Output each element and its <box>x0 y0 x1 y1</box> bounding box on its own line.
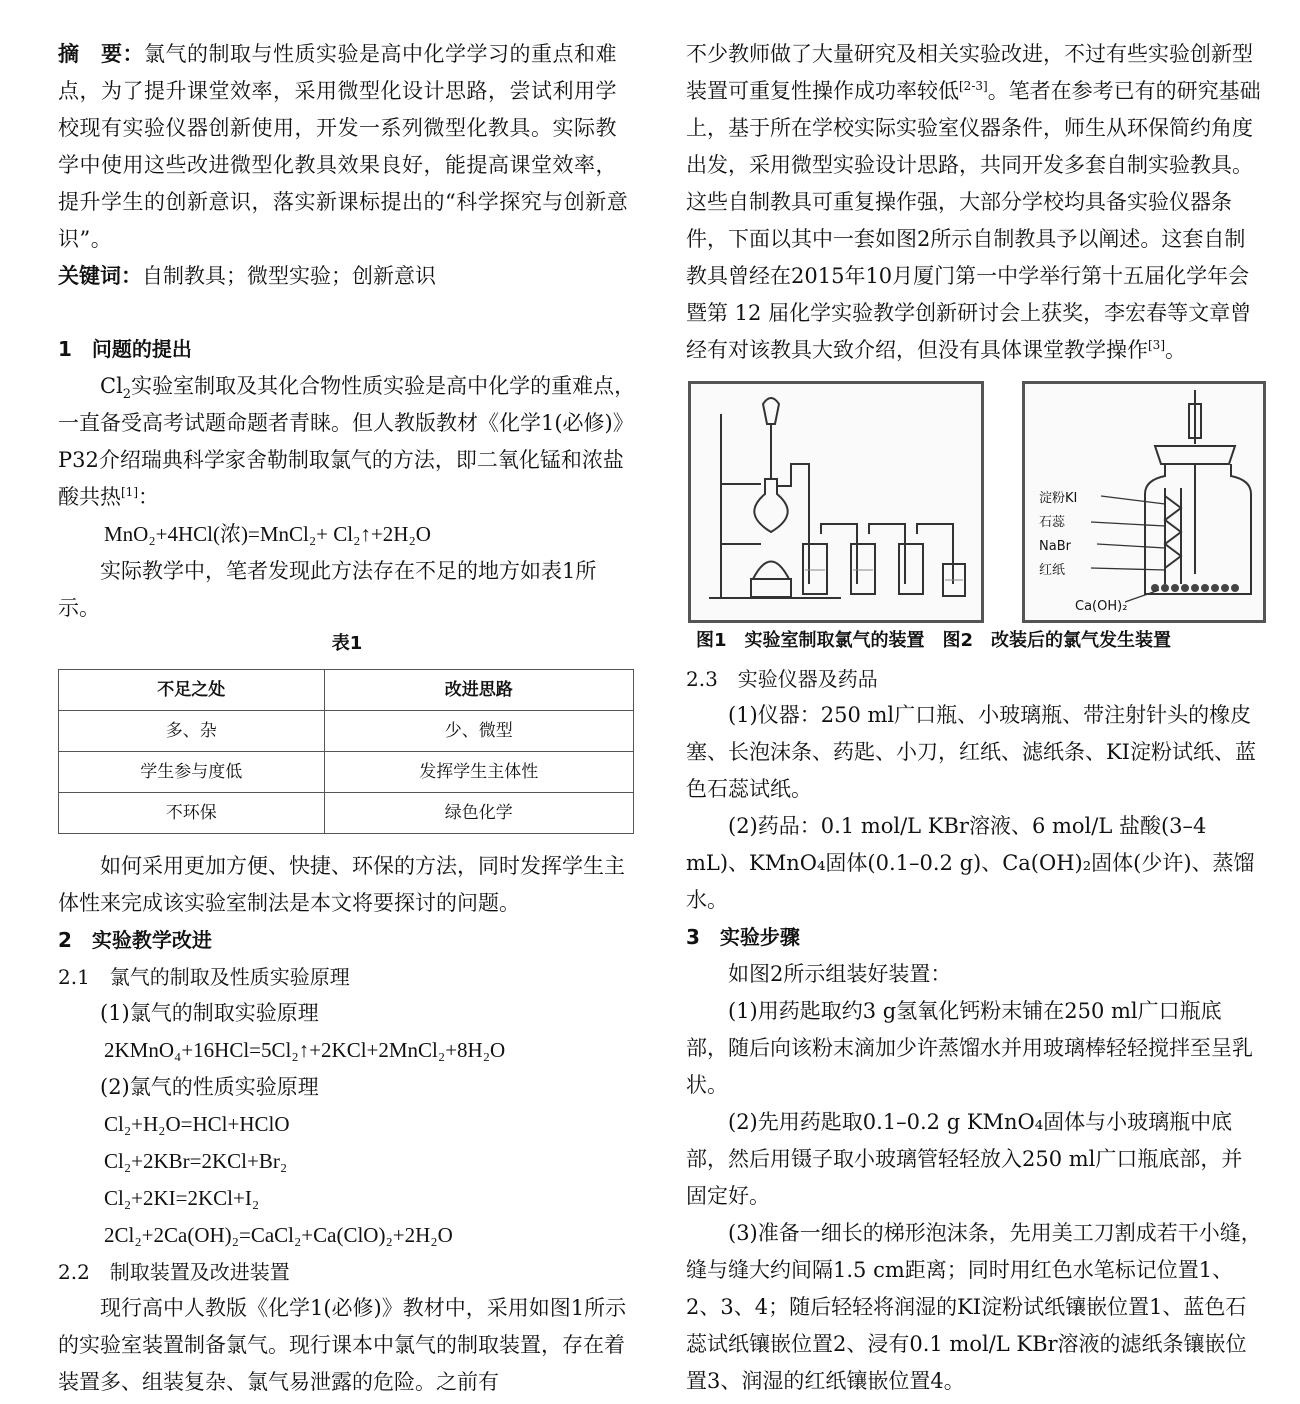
equation-cl2-kbr: Cl₂+2KBr=2KCl+Br₂ <box>104 1149 288 1173</box>
equation-cl2-ki: Cl₂+2KI=2KCl+I₂ <box>104 1186 260 1210</box>
citation-3: [3] <box>1148 338 1165 352</box>
section1-paragraph3: 如何采用更加方便、快捷、环保的方法，同时发挥学生主体性来完成该实验室制法是本文将要探讨的问题。 <box>58 854 625 915</box>
table-cell: 学生参与度低 <box>59 752 325 793</box>
section3-intro: 如图2所示组装好装置： <box>728 962 952 986</box>
continued-text-end: 。 <box>1165 338 1186 362</box>
table-row <box>59 752 634 793</box>
label-caoh2: Ca(OH)₂ <box>1075 599 1128 614</box>
table-header-cell: 改进思路 <box>324 670 633 711</box>
step-1: (1)用药匙取约3 g氢氧化钙粉末铺在250 ml广口瓶底部，随后向该粉末滴加少许蒸馏水并用玻璃棒轻轻搅拌至呈乳状。 <box>686 999 1253 1097</box>
figure2-modified-apparatus <box>1022 381 1266 623</box>
principle-2-label: (2)氯气的性质实验原理 <box>100 1075 319 1099</box>
citation-2-3: [2-3] <box>959 79 988 93</box>
figures <box>686 381 1262 621</box>
right-column <box>686 36 1262 1400</box>
equation-kmno4: 2KMnO₄+16HCl=5Cl₂↑+2KCl+2MnCl₂+8H₂O <box>104 1038 506 1062</box>
label-litmus: 石蕊 <box>1039 515 1066 530</box>
figure1-apparatus <box>688 381 984 623</box>
label-red-paper: 红纸 <box>1039 563 1066 578</box>
chlorine-apparatus-drawing <box>691 384 981 620</box>
table-cell: 少、微型 <box>324 711 633 752</box>
section1-paragraph1 <box>58 368 636 516</box>
reagents: (2)药品：0.1 mol/L KBr溶液、6 mol/L 盐酸(3–4 mL)、KMnO₄固体(0.1–0.2 g)、Ca(OH)₂固体(少许)、蒸馏水。 <box>686 814 1255 912</box>
left-column <box>58 36 636 1401</box>
abstract-label: 摘 要： <box>58 42 144 66</box>
table-cell: 不环保 <box>59 793 325 834</box>
keywords-label: 关键词： <box>58 264 142 288</box>
keywords <box>58 258 636 295</box>
cl-text: Cl <box>100 374 123 398</box>
section1-p1-end: ： <box>138 485 159 509</box>
table-cell: 多、杂 <box>59 711 325 752</box>
table-cell: 绿色化学 <box>324 793 633 834</box>
label-starch-ki: 淀粉KI <box>1039 491 1078 506</box>
section2-3-title: 2.3 实验仪器及药品 <box>686 667 878 691</box>
table1 <box>58 669 634 834</box>
table-header-row <box>59 670 634 711</box>
cl-subscript: 2 <box>122 387 132 403</box>
citation-1: [1] <box>121 485 138 499</box>
equation-mno2: MnO₂+4HCl(浓)=MnCl₂+ Cl₂↑+2H₂O <box>104 522 431 546</box>
label-nabr: NaBr <box>1039 539 1071 554</box>
section2-1-title: 2.1 氯气的制取及性质实验原理 <box>58 965 350 989</box>
table-row <box>59 793 634 834</box>
continued-text-b: 。笔者在参考已有的研究基础上，基于所在学校实际实验室仪器条件，师生从环保简约角度出发，采用微型实验设计思路，共同开发多套自制实验教具。这些自制教具可重复操作强，大部分学校均具备实验仪器条件，下面以其中一套如图2所示自制教具予以阐述。这套自制教具曾经在2015年10月厦门第一中学举行第十五届化学年会暨第 12 届化学实验教学创新研讨会上获奖，李宏春等文章曾经有对该教具大致介绍，但没有具体课堂教学操作 <box>686 79 1261 362</box>
table-cell: 发挥学生主体性 <box>324 752 633 793</box>
equation-cl2-h2o: Cl₂+H₂O=HCl+HClO <box>104 1112 290 1136</box>
table1-caption: 表1 <box>331 633 363 654</box>
abstract <box>58 36 636 258</box>
step-3: (3)准备一细长的梯形泡沫条，先用美工刀割成若干小缝，缝与缝大约间隔1.5 cm距离；同时用红色水笔标记位置1、2、3、4；随后轻轻将润湿的KI淀粉试纸镶嵌位置1、蓝色石蕊试纸镶嵌位置2、浸有0.1 mol/L KBr溶液的滤纸条镶嵌位置3、润湿的红纸镶嵌位置4。 <box>686 1221 1262 1393</box>
step-2: (2)先用药匙取0.1–0.2 g KMnO₄固体与小玻璃瓶中底部，然后用镊子取小玻璃管轻轻放入250 ml广口瓶底部，并固定好。 <box>686 1110 1243 1208</box>
section1-p1-body: 实验室制取及其化合物性质实验是高中化学的重难点，一直备受高考试题命题者青睐。但人教版教材《化学1(必修)》P32介绍瑞典科学家舍勒制取氯气的方法，即二氧化锰和浓盐酸共热 <box>58 374 636 509</box>
modified-generator-drawing <box>1025 384 1263 620</box>
section2-2-paragraph-continued <box>686 36 1262 369</box>
table-row <box>59 711 634 752</box>
keywords-text: 自制教具；微型实验；创新意识 <box>142 264 436 288</box>
continued-text-a: 不少教师做了大量研究及相关实验改进，不过有些实验创新型装置可重复性操作成功率较低 <box>686 42 1253 103</box>
section2-2-title: 2.2 制取装置及改进装置 <box>58 1260 290 1284</box>
table-header-cell: 不足之处 <box>59 670 325 711</box>
section2-2-paragraph: 现行高中人教版《化学1(必修)》教材中，采用如图1所示的实验室装置制备氯气。现行课本中氯气的制取装置，存在着装置多、组装复杂、氯气易泄露的危险。之前有 <box>58 1296 627 1394</box>
figure-caption: 图1 实验室制取氯气的装置 图2 改装后的氯气发生装置 <box>696 630 1172 651</box>
principle-1-label: (1)氯气的制取实验原理 <box>100 1001 319 1025</box>
section2-title: 2 实验教学改进 <box>58 928 212 952</box>
instruments: (1)仪器：250 ml广口瓶、小玻璃瓶、带注射针头的橡皮塞、长泡沫条、药匙、小刀，红纸、滤纸条、KI淀粉试纸、蓝色石蕊试纸。 <box>686 703 1256 801</box>
section3-title: 3 实验步骤 <box>686 925 800 949</box>
section1-paragraph2: 实际教学中，笔者发现此方法存在不足的地方如表1所示。 <box>58 559 597 620</box>
section1-title: 1 问题的提出 <box>58 337 192 361</box>
abstract-text: 氯气的制取与性质实验是高中化学学习的重点和难点，为了提升课堂效率，采用微型化设计思路，尝试利用学校现有实验仪器创新使用，开发一系列微型化教具。实际教学中使用这些改进微型化教具效果良好，能提高课堂效率，提升学生的创新意识，落实新课标提出的“科学探究与创新意识”。 <box>58 42 629 251</box>
equation-cl2-caoh2: 2Cl₂+2Ca(OH)₂=CaCl₂+Ca(ClO)₂+2H₂O <box>104 1223 453 1247</box>
